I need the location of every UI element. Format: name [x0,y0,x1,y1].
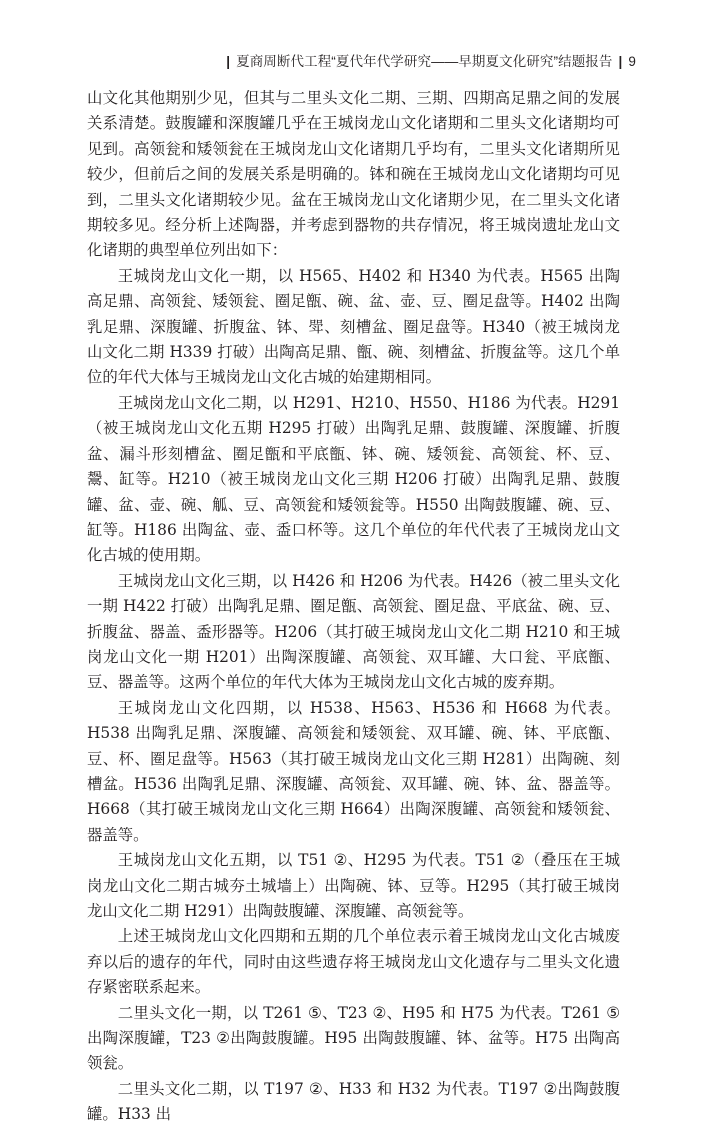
header-title: 夏商周断代工程“夏代年代学研究——早期夏文化研究”结题报告 [236,54,613,69]
paragraph-longshan-phase-5: 王城岗龙山文化五期，以 T51 ②、H295 为代表。T51 ②（叠压在王城岗龙山文化二期古城夯土城墙上）出陶碗、钵、豆等。H295（其打破王城岗龙山文化二期 H291）出陶鼓腹罐、深腹罐、高领瓮等。 [87,851,620,920]
paragraph-longshan-phase-1: 王城岗龙山文化一期，以 H565、H402 和 H340 为代表。H565 出陶高足鼎、高领瓮、矮领瓮、圈足甑、碗、盆、壶、豆、圈足盘等。H402 出陶乳足鼎、深腹罐、折腹盆、钵、斝、刻槽盆、圈足盘等。H340（被王城岗龙山文化二期 H339 打破）出陶高足鼎、甑、碗、刻槽盆、折腹盆等。这几个单位的年代大体与王城岗龙山文化古城的始建期相同。 [87,266,620,387]
paragraph-erlitou-phase-1: 二里头文化一期，以 T261 ⑤、T23 ②、H95 和 H75 为代表。T261 ⑤出陶深腹罐，T23 ②出陶鼓腹罐。H95 出陶鼓腹罐、钵、盆等。H75 出陶高领瓮。 [87,1003,620,1073]
body-text [87,86,620,1128]
paragraph-longshan-phase-3: 王城岗龙山文化三期，以 H426 和 H206 为代表。H426（被二里头文化一期 H422 打破）出陶乳足鼎、圈足甑、高领瓮、圈足盘、平底盆、碗、豆、折腹盆、器盖、盉形器等。H206（其打破王城岗龙山文化二期 H210 和王城岗龙山文化一期 H201）出陶深腹罐、高领瓮、双耳罐、大口瓮、平底甑、豆、器盖等。这两个单位的年代大体为王城岗龙山文化古城的废弃期。 [87,571,620,692]
header-right-bar: | [618,54,623,69]
running-header [220,50,636,70]
paragraph-summary: 上述王城岗龙山文化四期和五期的几个单位表示着王城岗龙山文化古城废弃以后的遗存的年代，同时由这些遗存将王城岗龙山文化遗存与二里头文化遗存紧密联系起来。 [87,927,620,997]
paragraph-erlitou-phase-2: 二里头文化二期，以 T197 ②、H33 和 H32 为代表。T197 ②出陶鼓腹罐。H33 出 [87,1079,620,1124]
paragraph-longshan-phase-4: 王城岗龙山文化四期，以 H538、H563、H536 和 H668 为代表。H538 出陶乳足鼎、深腹罐、高领瓮和矮领瓮、双耳罐、碗、钵、平底甑、豆、杯、圈足盘等。H563（其打破王城岗龙山文化三期 H281）出陶碗、刻槽盆。H536 出陶乳足鼎、深腹罐、高领瓮、双耳罐、碗、钵、盆、器盖等。H668（其打破王城岗龙山文化三期 H664）出陶深腹罐、高领瓮和矮领瓮、器盖等。 [87,698,620,844]
paragraph-continuation: 山文化其他期别少见，但其与二里头文化二期、三期、四期高足鼎之间的发展关系清楚。鼓腹罐和深腹罐几乎在王城岗龙山文化诸期和二里头文化诸期均可见到。高领瓮和矮领瓮在王城岗龙山文化诸期几乎均有，二里头文化诸期所见较少，但前后之间的发展关系是明确的。钵和碗在王城岗龙山文化诸期均可见到，二里头文化诸期较少见。盆在王城岗龙山文化诸期少见，在二里头文化诸期较多见。经分析上述陶器，并考虑到器物的共存情况，将王城岗遗址龙山文化诸期的典型单位列出如下： [87,89,620,260]
paragraph-longshan-phase-2: 王城岗龙山文化二期，以 H291、H210、H550、H186 为代表。H291（被王城岗龙山文化五期 H295 打破）出陶乳足鼎、鼓腹罐、深腹罐、折腹盆、漏斗形刻槽盆、圈足甑和平底甑、钵、碗、矮领瓮、高领瓮、杯、豆、鬶、缸等。H210（被王城岗龙山文化三期 H206 打破）出陶乳足鼎、鼓腹罐、盆、壶、碗、觚、豆、高领瓮和矮领瓮等。H550 出陶鼓腹罐、碗、豆、缸等。H186 出陶盆、壶、盉口杯等。这几个单位的年代代表了王城岗龙山文化古城的使用期。 [87,393,620,565]
header-left-bar: | [226,54,231,69]
page-number: 9 [628,54,636,69]
